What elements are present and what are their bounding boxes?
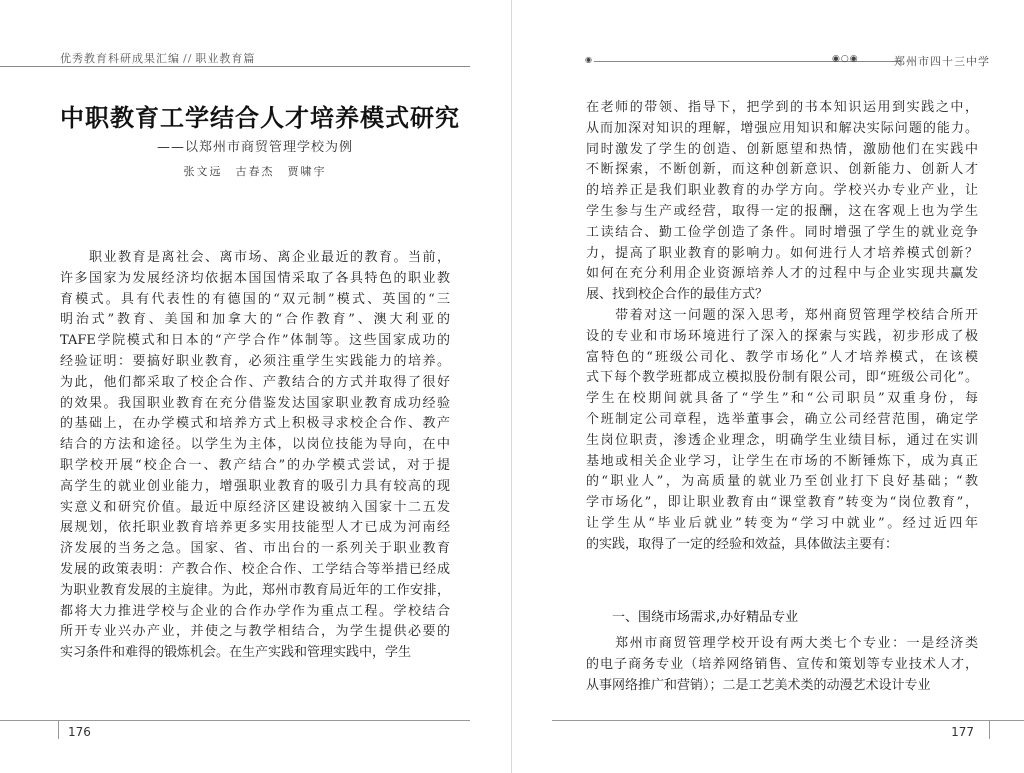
- text-line: 明治式”教育、美国和加拿大的“合作教育”、澳大利亚的: [60, 312, 450, 328]
- text-line: 高学生的就业创业能力，增强职业教育的吸引力具有较高的现: [60, 478, 450, 494]
- text-line: 的实践，取得了一定的经验和效益，具体做法主要有：: [586, 536, 899, 552]
- text-line: 的基础上，在办学模式和培养方式上积极寻求校企合作、教产: [60, 416, 450, 432]
- text-line: 济发展的当务之急。国家、省、市出台的一系列关于职业教育: [60, 541, 450, 557]
- right-page: [512, 0, 1024, 773]
- body-text-right: [586, 98, 978, 556]
- text-line: 如何在充分利用企业资源培养人才的过程中与企业实现共赢发: [586, 266, 978, 282]
- text-line: 力，提高了职业教育的影响力。如何进行人才培养模式创新？: [586, 245, 978, 261]
- text-line: 不断探索，不断创新，而这种创新意识、创新能力、创新人才: [586, 162, 978, 178]
- text-line: 从事网络推广和营销）；二是工艺美术类的动漫艺术设计专业: [586, 677, 931, 693]
- article-title: 中职教育工学结合人才培养模式研究: [60, 103, 460, 132]
- text-line: 为职业教育发展的主旋律。为此，郑州市教育局近年的工作安排，: [60, 582, 450, 598]
- body-text-left: [60, 248, 450, 664]
- footer-tick-left: [58, 721, 59, 739]
- left-text-lines: [60, 248, 450, 664]
- text-line: 经验证明：要搞好职业教育，必须注重学生实践能力的培养。: [60, 353, 450, 369]
- text-line: 富特色的“班级公司化、教学市场化”人才培养模式，在该模: [586, 349, 978, 365]
- text-line: TAFE学院模式和日本的“产学合作”体制等。这些国家成功的: [60, 333, 450, 349]
- text-line: 都将大力推进学校与企业的合作办学作为重点工程。学校结合: [60, 603, 450, 619]
- text-line: 基地或相关企业学习，让学生在市场的不断锤炼下，成为真正: [586, 453, 978, 469]
- right-text-lines-2: [586, 634, 978, 696]
- page-number-left: 176: [68, 725, 91, 739]
- footer-rule-right: [552, 720, 1024, 721]
- header-ornament-left: ◉: [585, 55, 592, 64]
- text-line: 所开专业兴办产业，并使之与教学相结合，为学生提供必要的: [60, 624, 450, 640]
- text-line: 工读结合、勤工俭学创造了条件。同时增强了学生的就业竞争: [586, 224, 978, 240]
- text-line: 许多国家为发展经济均依据本国国情采取了各具特色的职业教: [60, 270, 450, 286]
- text-line: 带着对这一问题的深入思考，郑州商贸管理学校结合所开: [586, 307, 978, 323]
- text-line: 设的专业和市场环境进行了深入的探索与实践，初步形成了极: [586, 328, 978, 344]
- footer-tick-right: [989, 721, 990, 739]
- article-authors: 张文远 古春杰 贾啸宇: [183, 165, 327, 178]
- section-heading: 一、围绕市场需求,办好精品专业: [612, 610, 799, 625]
- right-text-lines-1: [586, 98, 978, 556]
- text-line: 的培养正是我们职业教育的办学方向。学校兴办专业产业，让: [586, 183, 978, 199]
- running-header-left: [60, 50, 255, 66]
- body-text-right-continued: [586, 634, 978, 696]
- text-line: 的“职业人”，为高质量的就业乃至创业打下良好基础；“教: [586, 474, 978, 490]
- text-line: 在老师的带领、指导下，把学到的书本知识运用到实践之中，: [586, 100, 978, 115]
- section-title: 职业教育篇: [195, 52, 256, 65]
- text-line: 展、找到校企合作的最佳方式？: [586, 287, 769, 303]
- text-line: 学生参与生产或经营，取得一定的报酬，这在客观上也为学生: [586, 203, 978, 219]
- text-line: 发展的政策表明：产教合作、校企合作、工学结合等举措已经成: [60, 561, 450, 577]
- text-line: 式下每个教学班都成立模拟股份制有限公司，即“班级公司化”。: [586, 370, 978, 386]
- text-line: 展规划，依托职业教育培养更多实用技能型人才已成为河南经: [60, 520, 450, 536]
- text-line: 的效果。我国职业教育在充分借鉴发达国家职业教育成功经验: [60, 395, 450, 411]
- text-line: 职业教育是离社会、离市场、离企业最近的教育。当前，: [60, 250, 450, 265]
- text-line: 学生在校期间就具备了“学生”和“公司职员”双重身份，每: [586, 391, 978, 407]
- text-line: 学市场化”，即让职业教育由“课堂教育”转变为“岗位教育”，: [586, 495, 978, 511]
- text-line: 生岗位职责，渗透企业理念，明确学生业绩目标，通过在实训: [586, 432, 978, 448]
- text-line: 育模式。具有代表性的有德国的“双元制”模式、英国的“三: [60, 291, 450, 307]
- text-line: 实习条件和难得的锻炼机会。在生产实践和管理实践中，学生: [60, 645, 412, 661]
- text-line: 同时激发了学生的创造、创新愿望和热情，激励他们在实践中: [586, 141, 978, 157]
- text-line: 职学校开展“校企合一、教产结合”的办学模式尝试，对于提: [60, 457, 450, 473]
- text-line: 为此，他们都采取了校企合作、产教结合的方式并取得了很好: [60, 374, 450, 390]
- text-line: 实意义和研究价值。最近中原经济区建设被纳入国家十二五发: [60, 499, 450, 515]
- header-ornament-right: ◉○◉: [832, 54, 859, 64]
- page-number-right: 177: [951, 725, 974, 739]
- text-line: 从而加深对知识的理解，增强应用知识和解决实际问题的能力。: [586, 120, 978, 136]
- text-line: 让学生从“毕业后就业”转变为“学习中就业”。经过近四年: [586, 515, 978, 531]
- article-subtitle: ——以郑州市商贸管理学校为例: [156, 140, 353, 155]
- header-separator: //: [183, 52, 193, 65]
- text-line: 的电子商务专业（培养网络销售、宣传和策划等专业技术人才，: [586, 656, 978, 672]
- header-rule-left: [0, 66, 470, 67]
- text-line: 郑州市商贸管理学校开设有两大类七个专业：一是经济类: [586, 636, 978, 651]
- text-line: 结合的方法和途径。以学生为主体，以岗位技能为导向，在中: [60, 437, 450, 453]
- footer-rule-left: [0, 720, 470, 721]
- series-title: 优秀教育科研成果汇编: [60, 52, 180, 65]
- running-header-right: 郑州市四十三中学: [894, 55, 990, 68]
- text-line: 个班制定公司章程，选举董事会，确立公司经营范围，确定学: [586, 411, 978, 427]
